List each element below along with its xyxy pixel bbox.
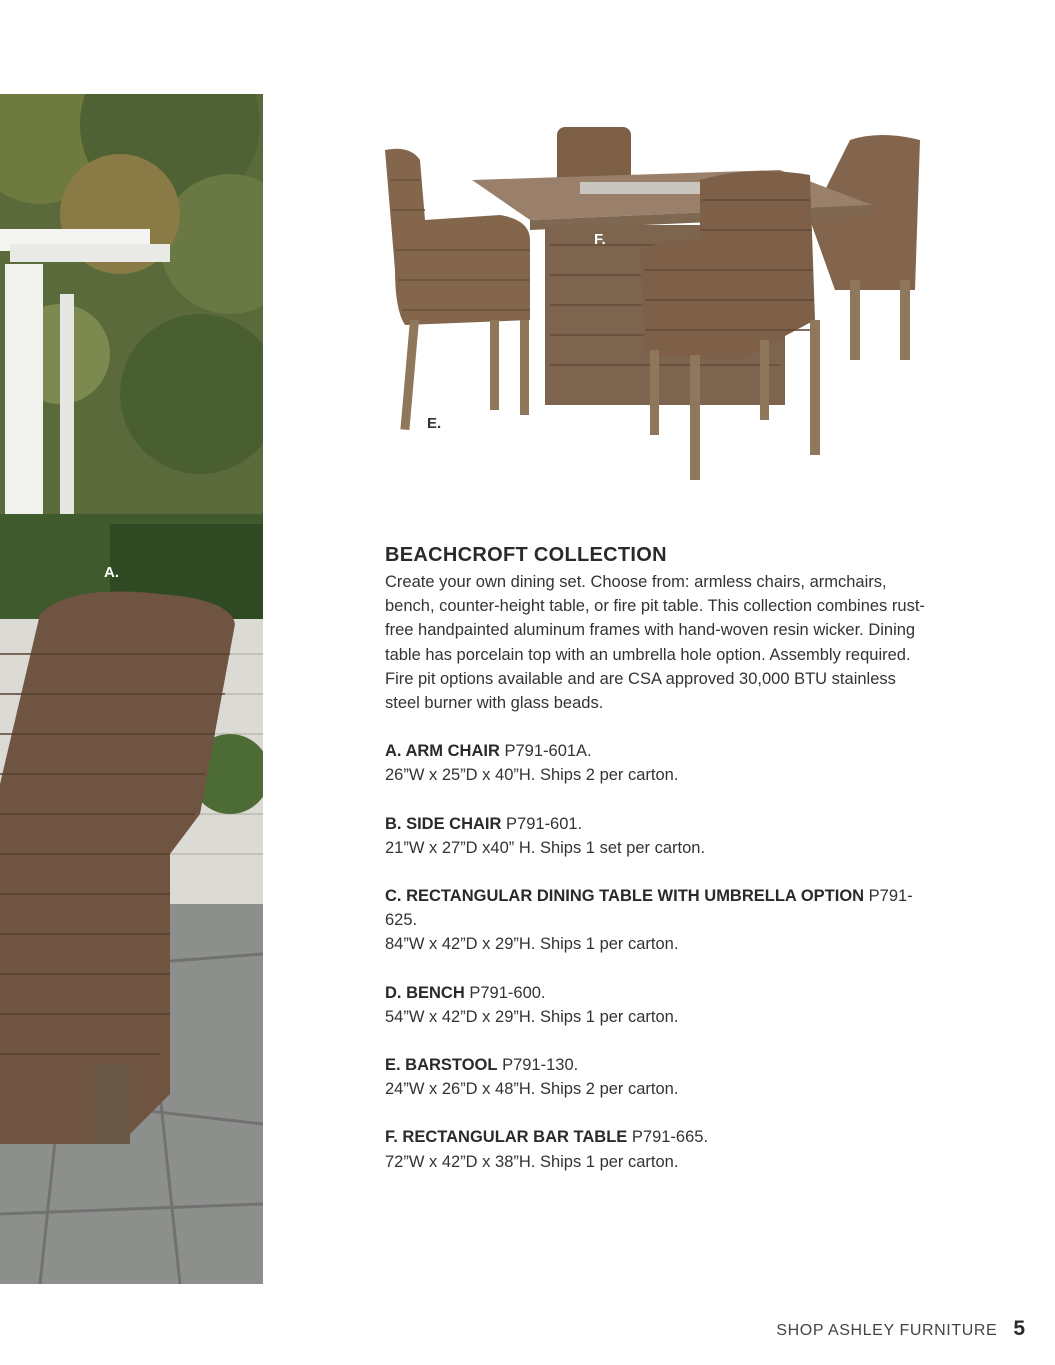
photo-callout-a: A.: [104, 564, 119, 581]
product-specs: 26”W x 25”D x 40”H. Ships 2 per carton.: [385, 766, 679, 785]
product-specs: 24”W x 26”D x 48”H. Ships 2 per carton.: [385, 1080, 679, 1099]
patio-scene-illustration: [0, 94, 263, 1284]
page-number: 5: [1013, 1317, 1025, 1340]
collection-description: Create your own dining set. Choose from: armless chairs, armchairs, bench, counter-height table, or fire pit table. This collection combines rust-free handpainted aluminum frames with hand-woven resin wicker. Dining table has porcelain top with an umbrella hole option. Assembly required. Fire pit options available and are CSA approved 30,000 BTU stainless steel burner with glass beads.: [385, 573, 925, 713]
footer-text: SHOP ASHLEY FURNITURE: [776, 1322, 998, 1339]
product-sku: P791-601A.: [504, 742, 592, 761]
callout-e: E.: [427, 415, 442, 432]
lifestyle-photo: [0, 94, 263, 1284]
product-specs: 21”W x 27”D x40” H. Ships 1 set per carton.: [385, 838, 706, 857]
product-sku: P791-130.: [502, 1056, 579, 1075]
product-illustration: [380, 120, 940, 490]
product-name: C. RECTANGULAR DINING TABLE WITH UMBRELLA OPTION: [385, 887, 865, 906]
product-item-e: [385, 1053, 925, 1101]
product-name: E. BARSTOOL: [385, 1056, 498, 1075]
product-item-c: [385, 884, 925, 957]
product-specs: 72”W x 42”D x 38”H. Ships 1 per carton.: [385, 1152, 679, 1171]
collection-title: BEACHCROFT COLLECTION: [385, 544, 667, 566]
product-specs: 84”W x 42”D x 29”H. Ships 1 per carton.: [385, 935, 679, 954]
product-item-d: [385, 981, 925, 1029]
callout-f: F.: [594, 231, 606, 248]
product-name: D. BENCH: [385, 983, 465, 1002]
page-footer: [776, 1317, 1025, 1341]
product-name: F. RECTANGULAR BAR TABLE: [385, 1128, 628, 1147]
product-copy: [385, 542, 925, 1198]
product-name: B. SIDE CHAIR: [385, 814, 502, 833]
product-item-a: [385, 739, 925, 787]
product-sku: P791-625.: [385, 887, 913, 930]
product-specs: 54”W x 42”D x 29”H. Ships 1 per carton.: [385, 1007, 679, 1026]
product-name: A. ARM CHAIR: [385, 742, 500, 761]
product-sku: P791-601.: [506, 814, 583, 833]
product-sku: P791-600.: [469, 983, 546, 1002]
bar-set-illustration: [380, 120, 940, 490]
product-sku: P791-665.: [631, 1128, 709, 1147]
product-item-b: [385, 812, 925, 860]
product-item-f: [385, 1125, 925, 1173]
